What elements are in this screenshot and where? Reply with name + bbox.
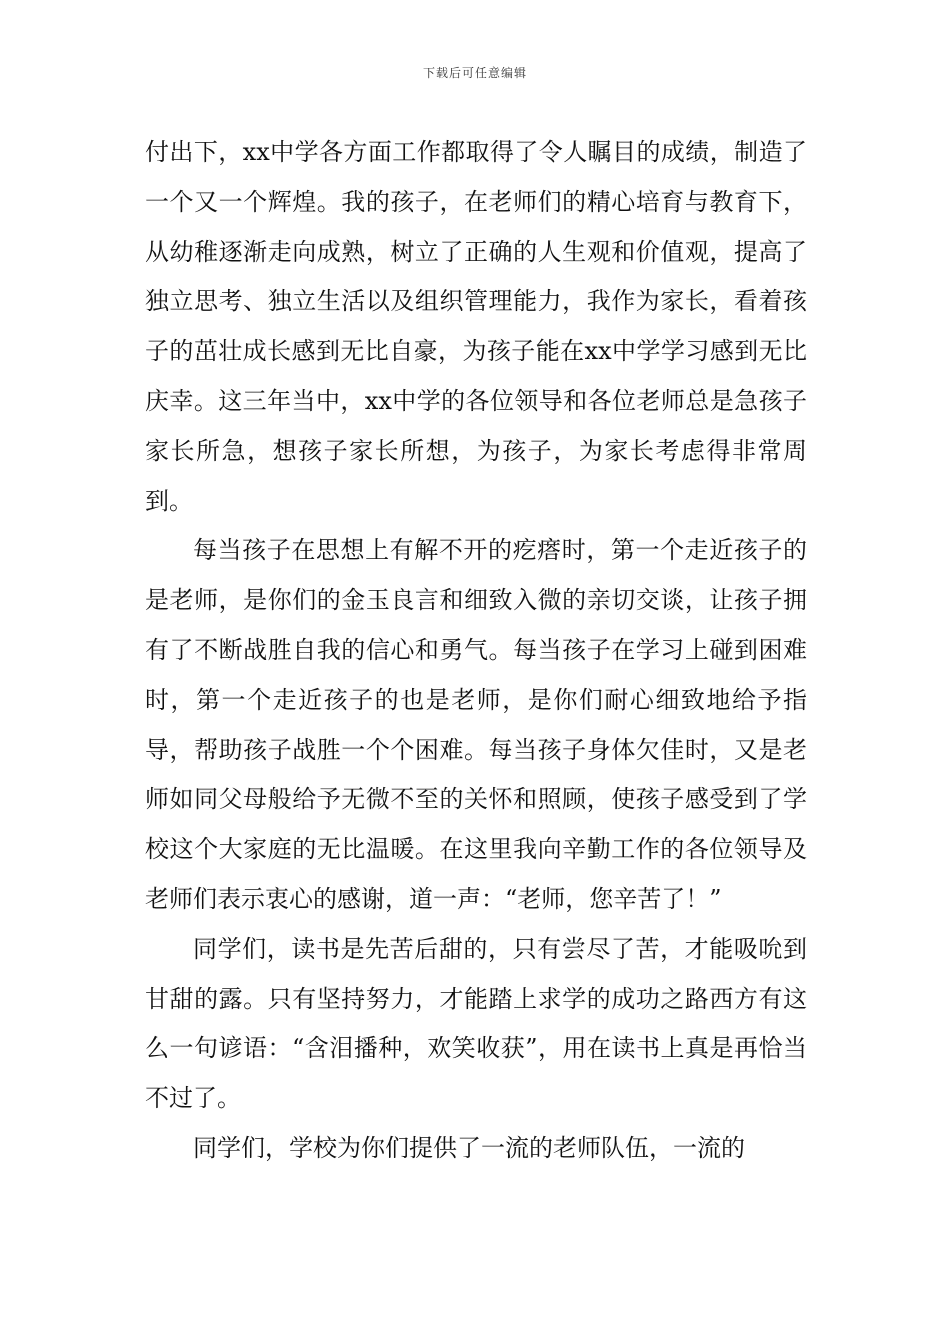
paragraph-1: 付出下，xx中学各方面工作都取得了令人瞩目的成绩，制造了一个又一个辉煌。我的孩子，在老师们的精心培育与教育下，从幼稚逐渐走向成熟，树立了正确的人生观和价值观，提高了独立思考、独立生活以及组织管理能力，我作为家长，看着孩子的茁壮成长感到无比自豪，为孩子能在xx中学学习感到无比庆幸。这三年当中，xx中学的各位领导和各位老师总是急孩子家长所急，想孩子家长所想，为孩子，为家长考虑得非常周到。 (145, 138, 807, 515)
paragraph-2: 每当孩子在思想上有解不开的疙瘩时，第一个走近孩子的是老师，是你们的金玉良言和细致入微的亲切交谈，让孩子拥有了不断战胜自我的信心和勇气。每当孩子在学习上碰到困难时，第一个走近孩子的也是老师，是你们耐心细致地给予指导，帮助孩子战胜一个个困难。每当孩子身体欠佳时，又是老师如同父母般给予无微不至的关怀和照顾，使孩子感受到了学校这个大家庭的无比温暖。在这里我向辛勤工作的各位领导及老师们表示衷心的感谢，道一声：“老师，您辛苦了！” (145, 536, 807, 913)
body-content (145, 128, 807, 1174)
header-note: 下载后可任意编辑 (422, 66, 527, 80)
paragraph-3: 同学们，读书是先苦后甜的，只有尝尽了苦，才能吸吮到甘甜的露。只有坚持努力，才能踏上求学的成功之路西方有这么一句谚语：“含泪播种，欢笑收获”，用在读书上真是再恰当不过了。 (145, 934, 807, 1113)
paragraph-4: 同学们，学校为你们提供了一流的老师队伍，一流的 (193, 1133, 745, 1162)
